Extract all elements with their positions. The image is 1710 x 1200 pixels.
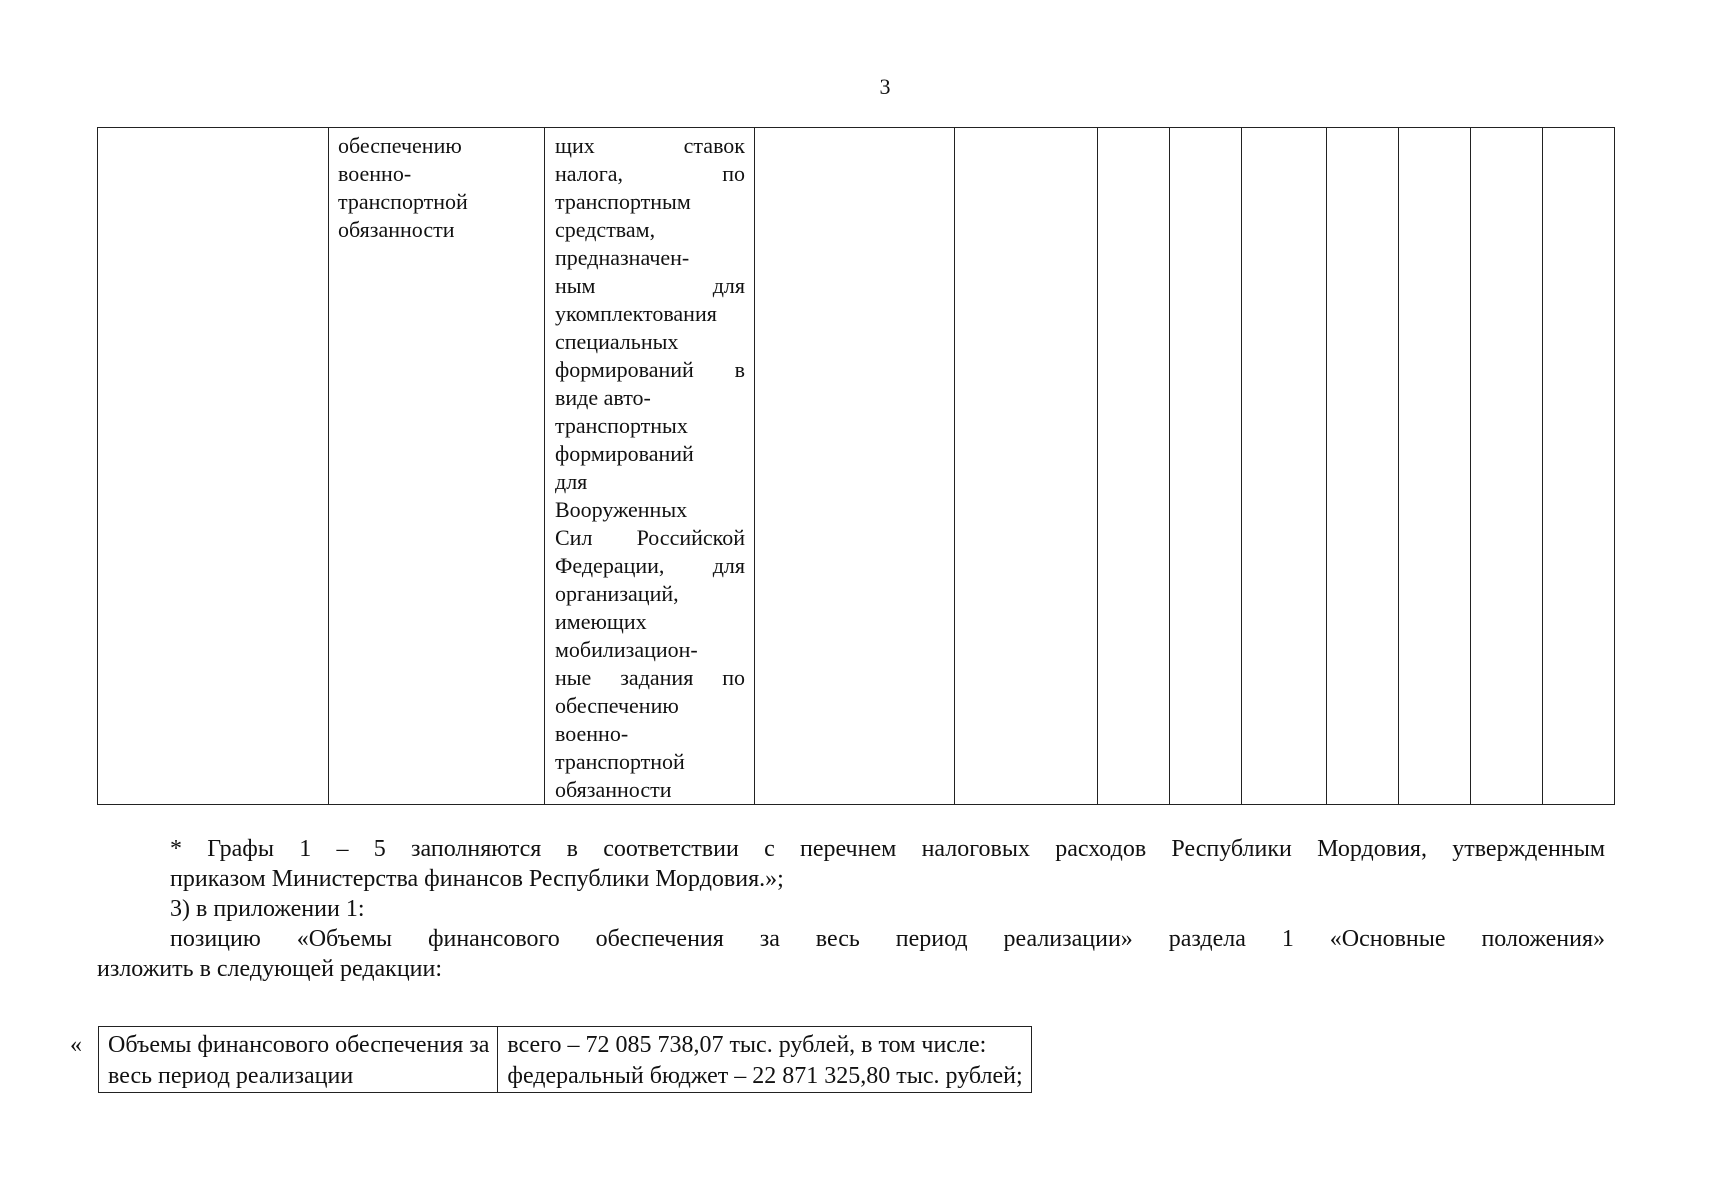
page-number: 3	[879, 74, 891, 99]
table-cell-col2	[329, 128, 545, 805]
tax-expenditure-table	[97, 127, 1615, 805]
table-cell-col9	[1327, 128, 1399, 805]
footnote-line-2: приказом Министерства финансов Республики Мордовия.»;	[170, 866, 784, 892]
col2-text-line: обязанности	[338, 217, 455, 242]
col3-text-line: обязанности	[555, 777, 672, 802]
col3-text-line: имеющих	[555, 609, 647, 634]
col3-text-line: для	[555, 469, 588, 494]
funding-value-line-1: всего – 72 085 738,07 тыс. рублей, в том числе:	[507, 1032, 987, 1058]
table-cell-col7	[1170, 128, 1242, 805]
funding-label-cell	[99, 1027, 498, 1093]
funding-label-line-1: Объемы финансового обеспечения за	[108, 1032, 490, 1058]
col2-text-line: транспортной	[338, 189, 468, 214]
col3-text-line: организаций,	[555, 581, 679, 606]
table-row	[99, 1027, 1032, 1093]
item-3: 3) в приложении 1:	[170, 896, 365, 922]
opening-quote: «	[70, 1032, 82, 1058]
position-line-2: изложить в следующей редакции:	[97, 956, 443, 982]
table-cell-col12	[1543, 128, 1615, 805]
footnote	[97, 834, 1605, 984]
col3-text-line: налога, по	[555, 161, 745, 186]
table-row	[98, 128, 1615, 805]
table-cell-col8	[1242, 128, 1327, 805]
table-cell-col11	[1471, 128, 1543, 805]
table-cell-col4	[755, 128, 955, 805]
col3-text-line: Федерации, для	[555, 553, 745, 578]
col2-text-line: обеспечению	[338, 133, 462, 158]
col3-text-line: средствам,	[555, 217, 656, 242]
col3-text-line: мобилизацион-	[555, 637, 698, 662]
table-cell-col6	[1098, 128, 1170, 805]
col3-text-line: Вооруженных	[555, 497, 688, 522]
footnote-line-1: * Графы 1 – 5 заполняются в соответствии с перечнем налоговых расходов Республики Мордовия, утвержденным	[170, 836, 1605, 862]
col3-text-line: специальных	[555, 329, 679, 354]
col3-text-line: формирований в	[555, 357, 745, 382]
table-cell-col3	[545, 128, 755, 805]
col3-text-line: транспортных	[555, 413, 688, 438]
col3-text-line: транспортным	[555, 189, 691, 214]
funding-label-line-2: весь период реализации	[108, 1063, 354, 1089]
table-cell-col5	[955, 128, 1098, 805]
col3-text-line: формирований	[555, 441, 694, 466]
col3-text-line: Сил Российской	[555, 525, 745, 550]
funding-table	[98, 1026, 1032, 1093]
col3-text-line: виде авто-	[555, 385, 651, 410]
col3-text-line: щих ставок	[555, 133, 745, 158]
table-cell-col1	[98, 128, 329, 805]
col3-text-line: предназначен-	[555, 245, 690, 270]
col2-text-line: военно-	[338, 161, 412, 186]
col3-text-line: обеспечению	[555, 693, 679, 718]
col3-text-line: укомплектования	[555, 301, 717, 326]
funding-value-line-2: федеральный бюджет – 22 871 325,80 тыс. рублей;	[507, 1063, 1023, 1089]
col3-text-line: военно-	[555, 721, 629, 746]
col3-text-line: ным для	[555, 273, 745, 298]
col3-text-line: транспортной	[555, 749, 685, 774]
col3-text-line: ные задания по	[555, 665, 745, 690]
position-line-1: позицию «Объемы финансового обеспечения за весь период реализации» раздела 1 «Основные положения»	[170, 926, 1605, 952]
table-cell-col10	[1399, 128, 1471, 805]
funding-value-cell	[498, 1027, 1031, 1093]
